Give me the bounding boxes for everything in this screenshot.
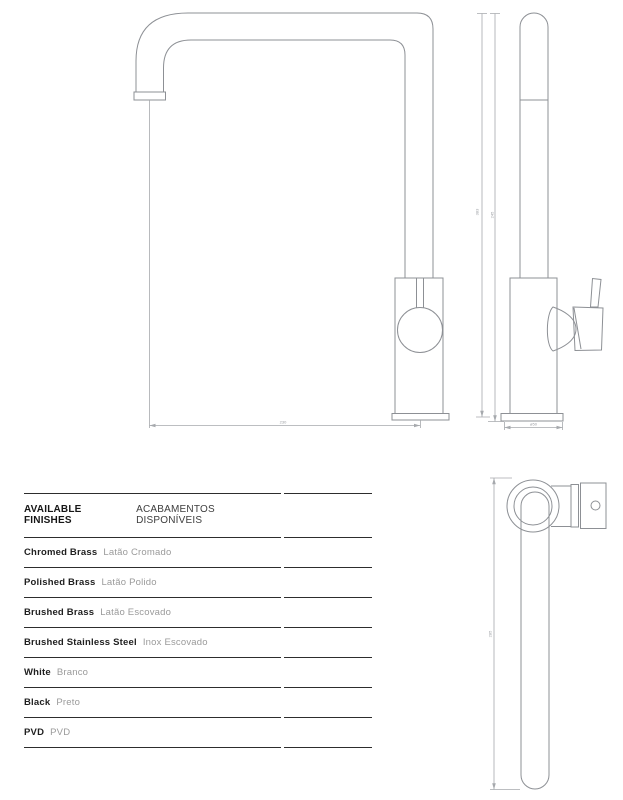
top-handle-lever	[581, 483, 607, 529]
side-dim-a-arrow	[480, 411, 484, 417]
front-spout-outer	[136, 13, 433, 278]
top-handle-neck	[551, 486, 571, 527]
front-spout-inner	[164, 40, 406, 278]
finish-row-white	[24, 658, 372, 688]
finish-name-en: PVD	[24, 726, 45, 738]
front-aerator	[134, 92, 166, 100]
front-base-flange	[392, 414, 449, 421]
finish-name-en: White	[24, 666, 51, 678]
finish-row-chromed-brass	[24, 538, 372, 568]
finish-name-en: Brushed Brass	[24, 606, 95, 618]
side-dim-b-label: 245	[489, 211, 495, 219]
finishes-header-pt: ACABAMENTOS DISPONÍVEIS	[136, 503, 215, 526]
finishes-header-en: AVAILABLE FINISHES	[24, 503, 82, 526]
front-view-drawing	[134, 13, 449, 428]
finish-row-brushed-brass	[24, 598, 372, 628]
side-handle-lever	[573, 307, 603, 351]
top-dim-arrow-bottom	[492, 783, 496, 789]
finish-name-pt: Latão Cromado	[103, 546, 172, 558]
finish-row-pvd	[24, 718, 372, 748]
side-spout	[520, 13, 548, 278]
top-body-inner-circle	[514, 487, 552, 525]
finish-name-pt: Latão Polido	[101, 576, 157, 588]
finish-row-black	[24, 688, 372, 718]
top-view-drawing	[488, 478, 607, 790]
finish-name-pt: Branco	[56, 666, 89, 678]
front-dim-arrow-left	[150, 424, 156, 428]
front-handle-circle	[398, 308, 443, 353]
side-base-dim-arrow-left	[505, 426, 511, 430]
front-dim-label: 230	[279, 419, 287, 425]
top-body-outer-circle	[507, 480, 559, 532]
side-view-drawing	[475, 13, 604, 430]
finish-name-pt: Latão Escovado	[100, 606, 172, 618]
finish-name-pt: Preto	[56, 696, 81, 708]
finishes-table-header	[24, 493, 372, 538]
top-dim-arrow-top	[492, 478, 496, 484]
side-dim-a-label: 383	[474, 208, 480, 216]
top-dim-label: 285	[487, 630, 493, 638]
front-feed-lines	[417, 278, 424, 308]
side-handle-rod	[591, 279, 602, 308]
finishes-table	[24, 493, 372, 748]
side-dim-b-arrow	[493, 415, 497, 421]
top-spout-stadium	[521, 492, 549, 789]
finish-row-brushed-stainless-steel	[24, 628, 372, 658]
top-handle-connector	[571, 485, 579, 528]
finish-name-en: Black	[24, 696, 51, 708]
side-base-dim-label: ø50	[530, 421, 537, 427]
finish-name-en: Brushed Stainless Steel	[24, 636, 137, 648]
front-dim-arrow-right	[414, 424, 420, 428]
finish-name-en: Chromed Brass	[24, 546, 98, 558]
finish-name-en: Polished Brass	[24, 576, 96, 588]
side-base-flange	[501, 414, 563, 422]
finish-name-pt: Inox Escovado	[142, 636, 208, 648]
finish-name-pt: PVD	[50, 726, 71, 738]
finish-row-polished-brass	[24, 568, 372, 598]
side-handle-base	[547, 307, 576, 351]
top-handle-pin-hole	[591, 501, 600, 510]
side-base-dim-arrow-right	[557, 426, 563, 430]
